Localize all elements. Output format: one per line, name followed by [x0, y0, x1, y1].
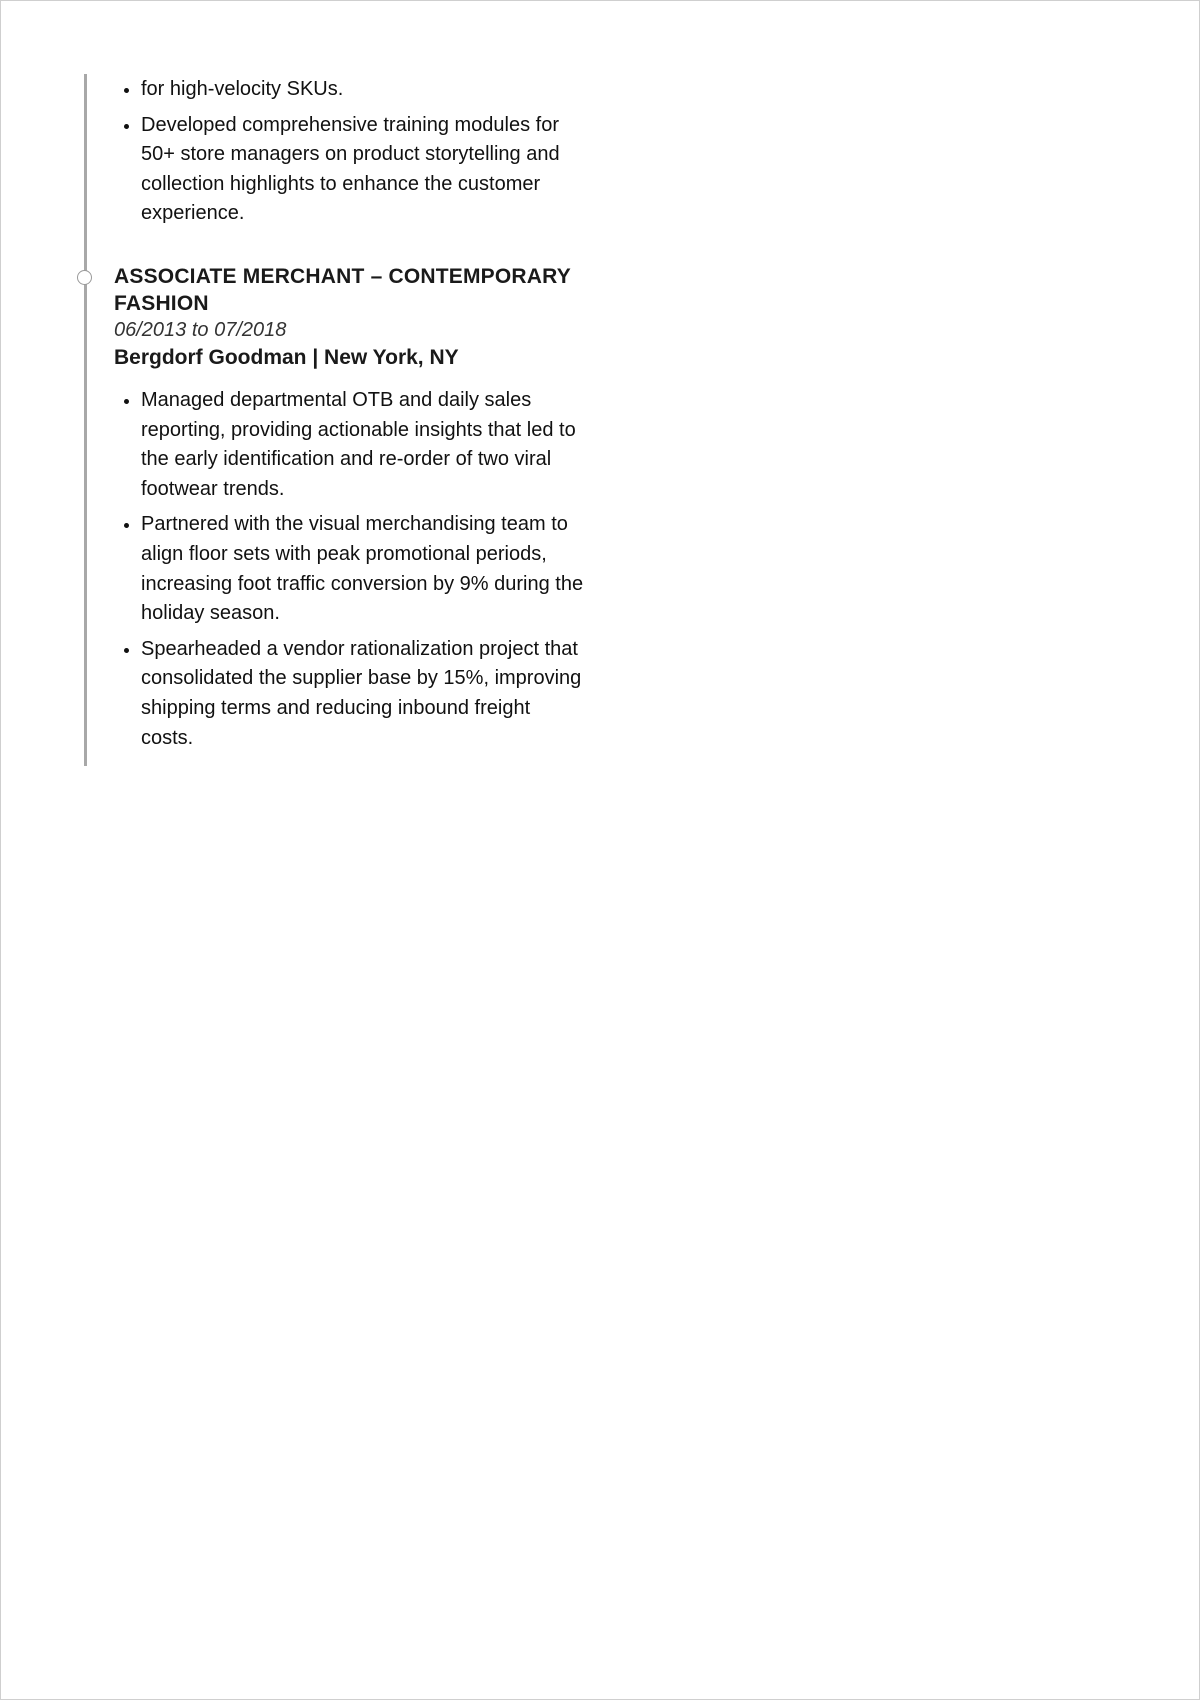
list-item: • Partnered with the visual merchandising team to align floor sets with peak promotional periods, increasing foot traffic conversion by 9% during the holiday season.	[141, 510, 584, 628]
timeline-node-icon	[77, 270, 92, 285]
experience-section	[114, 75, 584, 759]
list-item: • Developed comprehensive training modules for 50+ store managers on product storytelling and collection highlights to enhance the customer experience.	[141, 111, 584, 229]
job-title: ASSOCIATE MERCHANT – CONTEMPORARY FASHION	[114, 264, 571, 315]
job-company: Bergdorf Goodman | New York, NY	[114, 345, 459, 369]
timeline-line	[84, 74, 87, 766]
job-bullets	[114, 386, 584, 753]
job-dates: 06/2013 to 07/2018	[114, 318, 287, 341]
job-entry	[114, 263, 584, 753]
list-item: • Managed departmental OTB and daily sales reporting, providing actionable insights that led to the early identification and re-order of two viral footwear trends.	[141, 386, 584, 504]
previous-job-bullets	[114, 75, 584, 229]
list-item: • for high-velocity SKUs.	[141, 75, 584, 105]
list-item: • Spearheaded a vendor rationalization project that consolidated the supplier base by 15%, improving shipping terms and reducing inbound freight costs.	[141, 635, 584, 753]
